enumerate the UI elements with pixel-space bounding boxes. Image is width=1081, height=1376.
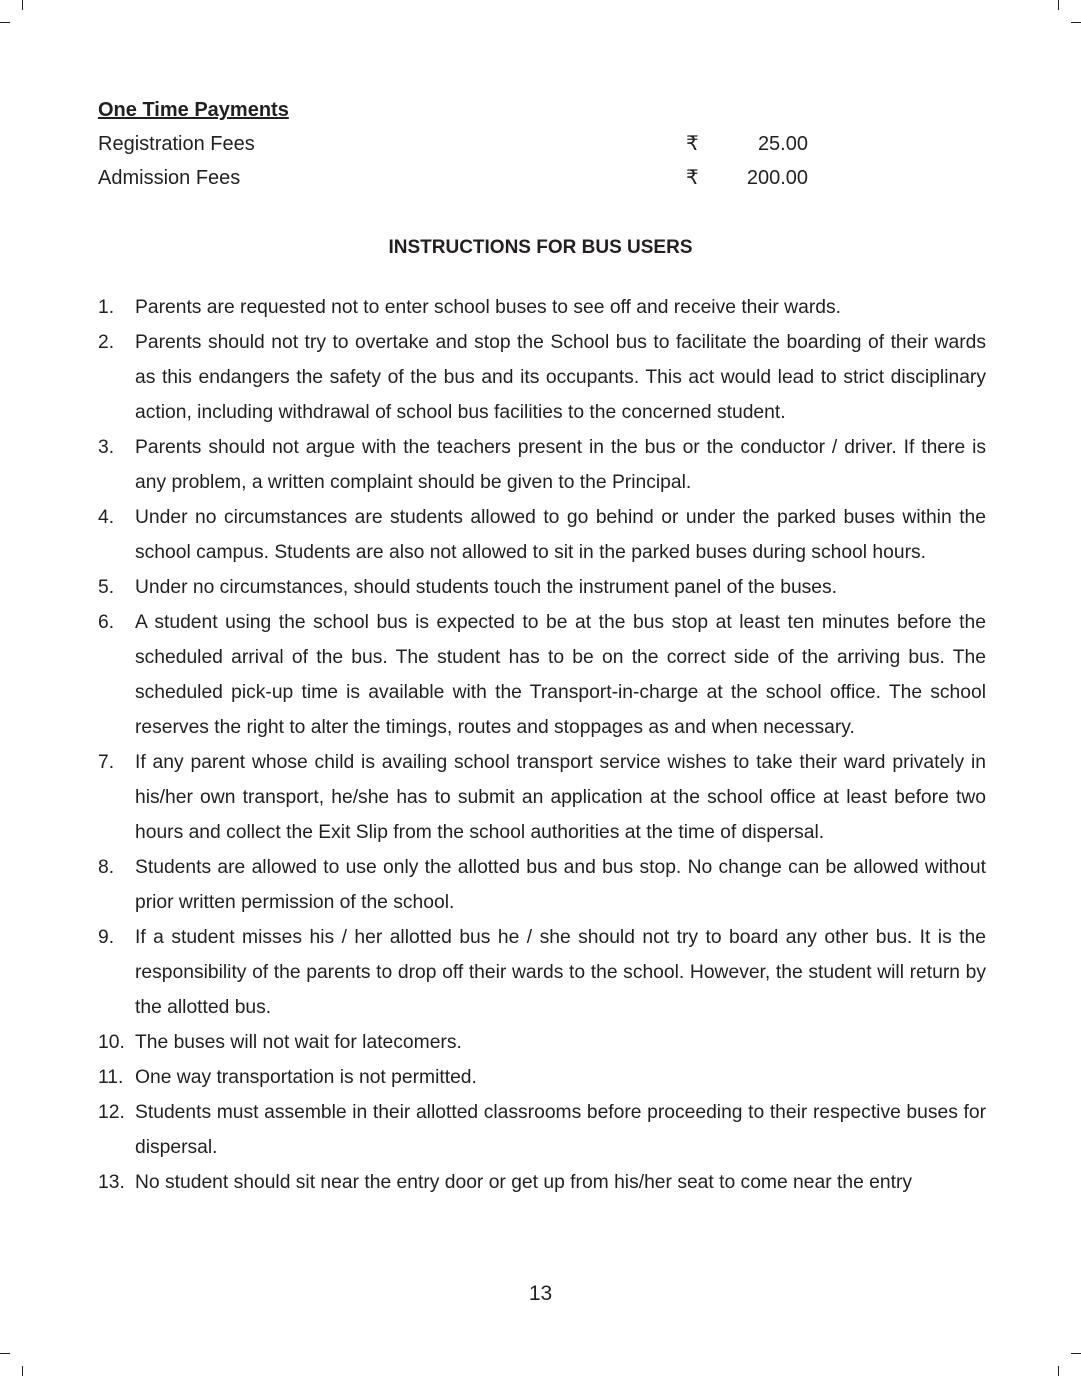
item-text: If a student misses his / her allotted bus he / she should not try to board any other bus. It is the responsibility of the parents to drop off their wards to the school. However, the student will return by the allotted bus.	[135, 927, 986, 1018]
rupee-symbol: ₹	[686, 133, 699, 155]
item-text: One way transportation is not permitted.	[135, 1067, 477, 1088]
fee-label: Registration Fees	[98, 133, 255, 155]
list-item	[98, 325, 986, 430]
list-item	[98, 920, 986, 1025]
crop-mark-bottom-left-v	[22, 1366, 23, 1376]
item-number: 5.	[98, 577, 115, 598]
item-text: No student should sit near the entry door or get up from his/her seat to come near the entry	[135, 1172, 913, 1193]
one-time-payments-heading: One Time Payments	[98, 99, 289, 121]
list-item	[98, 500, 986, 570]
item-number: 9.	[98, 927, 115, 948]
list-item	[98, 290, 986, 325]
crop-mark-bottom-left-h	[0, 1353, 10, 1354]
item-number: 3.	[98, 437, 115, 458]
list-item	[98, 745, 986, 850]
crop-mark-top-left-h	[0, 22, 10, 23]
item-text: Parents should not argue with the teachers present in the bus or the conductor / driver. If there is any problem, a written complaint should be given to the Principal.	[135, 437, 986, 493]
item-number: 1.	[98, 297, 115, 318]
item-number: 2.	[98, 332, 115, 353]
instructions-list	[98, 290, 986, 1200]
item-text: The buses will not wait for latecomers.	[135, 1032, 462, 1053]
item-number: 8.	[98, 857, 115, 878]
list-item	[98, 1025, 986, 1060]
item-text: If any parent whose child is availing school transport service wishes to take their ward privately in his/her own transport, he/she has to submit an application at the school office at least before two hours and collect the Exit Slip from the school authorities at the time of dispersal.	[135, 752, 986, 843]
item-number: 11.	[98, 1067, 124, 1088]
item-text: Under no circumstances are students allowed to go behind or under the parked buses within the school campus. Students are also not allowed to sit in the parked buses during school hours.	[135, 507, 986, 563]
item-text: Students must assemble in their allotted classrooms before proceeding to their respective buses for dispersal.	[135, 1102, 986, 1158]
list-item	[98, 1060, 986, 1095]
item-number: 12.	[98, 1102, 125, 1123]
instructions-title: INSTRUCTIONS FOR BUS USERS	[388, 237, 693, 258]
list-item	[98, 850, 986, 920]
item-number: 6.	[98, 612, 115, 633]
crop-mark-top-right-h	[1071, 22, 1081, 23]
list-item	[98, 1095, 986, 1165]
crop-mark-bottom-right-v	[1058, 1366, 1059, 1376]
item-text: Parents are requested not to enter school buses to see off and receive their wards.	[135, 297, 841, 318]
item-text: A student using the school bus is expected to be at the bus stop at least ten minutes before the scheduled arrival of the bus. The student has to be on the correct side of the arriving bus. The scheduled pick-up time is available with the Transport-in-charge at the school office. The school reserves the right to alter the timings, routes and stoppages as and when necessary.	[135, 612, 986, 738]
list-item	[98, 1165, 986, 1200]
fee-amount: 200.00	[746, 167, 808, 189]
fee-label: Admission Fees	[98, 167, 241, 189]
list-item	[98, 430, 986, 500]
crop-mark-top-left-v	[22, 0, 23, 10]
crop-mark-top-right-v	[1058, 0, 1059, 10]
crop-mark-bottom-right-h	[1071, 1353, 1081, 1354]
item-text: Parents should not try to overtake and stop the School bus to facilitate the boarding of their wards as this endangers the safety of the bus and its occupants. This act would lead to strict disciplinary action, including withdrawal of school bus facilities to the concerned student.	[135, 332, 986, 423]
item-number: 13.	[98, 1172, 125, 1193]
rupee-symbol: ₹	[686, 167, 699, 189]
list-item	[98, 570, 986, 605]
item-text: Students are allowed to use only the allotted bus and bus stop. No change can be allowed without prior written permission of the school.	[135, 857, 986, 913]
fee-amount: 25.00	[757, 133, 808, 155]
fee-row-registration	[98, 130, 808, 158]
item-number: 4.	[98, 507, 115, 528]
item-number: 10.	[98, 1032, 125, 1053]
page-number: 13	[528, 1282, 553, 1305]
item-text: Under no circumstances, should students touch the instrument panel of the buses.	[135, 577, 838, 598]
fee-row-admission	[98, 164, 808, 192]
list-item	[98, 605, 986, 745]
item-number: 7.	[98, 752, 115, 773]
